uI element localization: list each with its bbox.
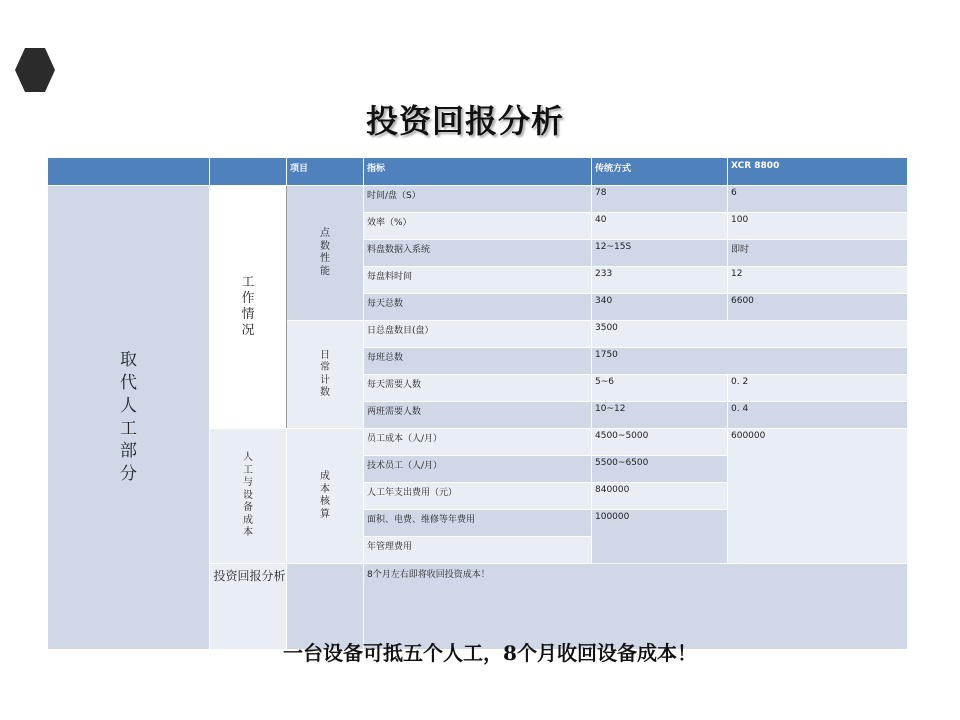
cell-metric: 人工年支出费用（元） — [364, 483, 592, 510]
footer-note: 一台设备可抵五个人工，8个月收回设备成本！ — [283, 641, 697, 665]
group-label-replace-labor: 取代人工部分 — [120, 349, 137, 485]
group-cost-calc — [287, 429, 364, 564]
cell-xcr: 0. 2 — [728, 375, 908, 402]
cell-xcr: 6600 — [728, 294, 908, 321]
group-daily-count — [287, 321, 364, 429]
cell-metric: 每盘料时间 — [364, 267, 592, 294]
cell-xcr: 即时 — [728, 240, 908, 267]
cell-traditional: 340 — [592, 294, 728, 321]
roi-table — [47, 157, 908, 650]
roi-text: 8个月左右即将收回投资成本！ — [364, 564, 908, 650]
cell-traditional: 78 — [592, 186, 728, 213]
cell-traditional: 840000 — [592, 483, 728, 510]
header-xcr: XCR 8800 — [728, 158, 908, 186]
header-item: 项目 — [287, 158, 364, 186]
cell-traditional: 4500~5000 — [592, 429, 728, 456]
cell-xcr: 12 — [728, 267, 908, 294]
cell-xcr: 100 — [728, 213, 908, 240]
cell-metric: 效率（%） — [364, 213, 592, 240]
cell-metric: 员工成本（人/月） — [364, 429, 592, 456]
cell-metric: 技术员工（人/月） — [364, 456, 592, 483]
cell-metric: 日总盘数目(盘） — [364, 321, 592, 348]
group-label-labor-equipment: 人工与设备成本 — [243, 452, 253, 539]
header-blank-2 — [210, 158, 287, 186]
cell-traditional: 40 — [592, 213, 728, 240]
cell-metric: 每天需要人数 — [364, 375, 592, 402]
table-header-row — [48, 158, 908, 186]
cell-traditional: 5~6 — [592, 375, 728, 402]
cell-value: 3500 — [592, 321, 908, 348]
header-metric: 指标 — [364, 158, 592, 186]
cell-metric: 每天总数 — [364, 294, 592, 321]
cell-xcr-merged: 600000 — [728, 429, 908, 564]
cell-xcr: 6 — [728, 186, 908, 213]
cell-metric: 面积、电费、维修等年费用 — [364, 510, 592, 537]
cell-metric: 每班总数 — [364, 348, 592, 375]
header-blank-1 — [48, 158, 210, 186]
group-label-work-status: 工作情况 — [241, 274, 255, 339]
group-label-daily-count: 日常计数 — [320, 349, 330, 398]
cell-metric: 时间/盘（S） — [364, 186, 592, 213]
cell-traditional: 10~12 — [592, 402, 728, 429]
group-label-roi: 投资回报分析 — [213, 569, 286, 583]
table-row — [48, 186, 908, 213]
cell-value: 1750 — [592, 348, 908, 375]
group-counting-perf — [287, 186, 364, 321]
group-label-counting-perf: 点数性能 — [320, 228, 330, 277]
cell-metric: 两班需要人数 — [364, 402, 592, 429]
cell-xcr: 0. 4 — [728, 402, 908, 429]
hexagon-icon — [15, 47, 55, 93]
cell-metric: 年管理费用 — [364, 537, 592, 564]
group-label-cost-calc: 成本核算 — [320, 471, 330, 520]
cell-traditional: 5500~6500 — [592, 456, 728, 483]
cell-traditional-merged: 100000 — [592, 510, 728, 564]
group-work-status — [210, 186, 287, 429]
page-title: 投资回报分析 — [365, 102, 564, 140]
cell-traditional: 233 — [592, 267, 728, 294]
cell-metric: 料盘数据入系统 — [364, 240, 592, 267]
group-replace-labor — [48, 186, 210, 650]
cell-traditional: 12~15S — [592, 240, 728, 267]
header-traditional: 传统方式 — [592, 158, 728, 186]
group-labor-equipment — [210, 429, 287, 564]
